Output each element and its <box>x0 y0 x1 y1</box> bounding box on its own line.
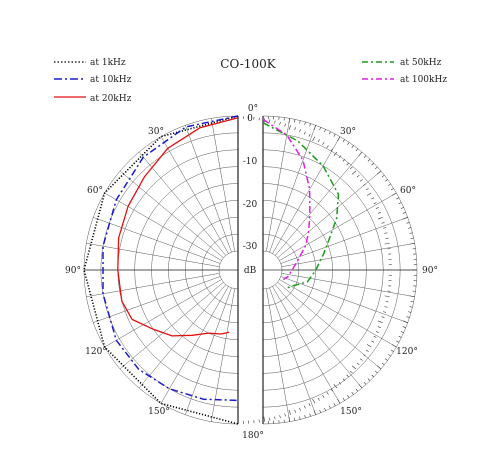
grid-tick-right-170deg <box>289 417 290 422</box>
grid-tick-left-208deg <box>309 403 310 406</box>
radial-labels <box>240 114 262 276</box>
grid-tick-right-110deg <box>403 321 408 323</box>
grid-spoke-left-100deg <box>86 273 219 296</box>
grid-tick-right-28deg <box>334 134 335 137</box>
grid-tick-right-48deg <box>375 167 377 169</box>
grid-tick-left-226deg <box>347 375 349 377</box>
grid-tick-right-108deg <box>407 317 410 318</box>
grid-tick-left-346deg <box>275 121 276 124</box>
angle-label-60-right: 60° <box>400 186 416 196</box>
grid-spoke-right-130deg <box>278 282 381 369</box>
grid-tick-right-124deg <box>388 354 390 356</box>
grid-tick-right-146deg <box>347 395 349 397</box>
grid-spoke-left-170deg <box>211 289 234 422</box>
grid-tick-left-344deg <box>280 122 281 125</box>
grid-tick-right-40deg <box>359 152 362 156</box>
grid-tick-left-250deg <box>378 321 383 323</box>
grid-tick-left-324deg <box>327 145 329 147</box>
chart-title: CO-100K <box>220 57 276 71</box>
grid-tick-right-78deg <box>411 238 414 239</box>
grid-tick-right-18deg <box>310 124 311 127</box>
grid-tick-right-152deg <box>334 403 335 406</box>
radial-unit-label: dB <box>243 266 257 276</box>
grid-tick-right-126deg <box>385 359 387 361</box>
grid-tick-right-80deg <box>410 243 415 244</box>
grid-tick-left-232deg <box>357 363 359 365</box>
angle-label-0-top: 0° <box>247 104 259 114</box>
grid-spoke-right-10deg <box>266 118 289 251</box>
grid-tick-left-308deg <box>357 175 359 177</box>
grid-tick-right-142deg <box>356 389 358 391</box>
grid-tick-right-42deg <box>364 156 366 158</box>
grid-spoke-left-70deg <box>93 217 220 263</box>
grid-spoke-right-100deg <box>282 273 415 296</box>
grid-tick-left-248deg <box>378 327 381 328</box>
legend-label-100khz: at 100kHz <box>400 75 448 85</box>
grid-tick-left-296deg <box>374 202 377 203</box>
grid-tick-right-36deg <box>352 145 354 147</box>
grid-spoke-left-20deg <box>185 125 231 252</box>
grid-tick-left-286deg <box>383 228 386 229</box>
grid-tick-right-100deg <box>410 296 415 297</box>
grid-tick-left-230deg <box>352 366 356 369</box>
grid-tick-left-330deg <box>313 137 316 141</box>
grid-tick-left-190deg <box>264 417 265 422</box>
grid-tick-right-58deg <box>391 188 394 190</box>
grid-tick-left-332deg <box>309 134 310 137</box>
radial-tick-minus20: -20 <box>242 200 258 210</box>
grid-spoke-right-80deg <box>282 243 415 266</box>
grid-tick-left-348deg <box>269 119 270 122</box>
grid-tick-left-196deg <box>280 415 281 418</box>
grid-spoke-left-30deg <box>161 137 229 254</box>
grid-tick-right-112deg <box>403 327 406 328</box>
grid-tick-right-150deg <box>338 399 341 403</box>
grid-tick-right-14deg <box>300 121 301 124</box>
grid-tick-left-198deg <box>285 414 286 417</box>
grid-spoke-left-110deg <box>93 276 220 322</box>
angle-label-120-left: 120° <box>85 347 107 357</box>
grid-spoke-right-140deg <box>275 285 362 388</box>
grid-tick-right-138deg <box>364 382 366 384</box>
grid-spoke-left-140deg <box>139 285 226 388</box>
angle-label-90-left: 90° <box>65 266 81 276</box>
grid-spoke-left-50deg <box>120 171 223 258</box>
legend-right <box>362 58 447 85</box>
grid-tick-right-140deg <box>359 384 362 388</box>
grid-tick-left-192deg <box>269 418 270 421</box>
grid-spoke-right-110deg <box>281 276 408 322</box>
grid-tick-right-50deg <box>377 171 381 174</box>
grid-tick-left-328deg <box>318 139 320 142</box>
grid-tick-left-194deg <box>275 417 276 420</box>
grid-spoke-left-80deg <box>86 243 219 266</box>
grid-spoke-left-160deg <box>185 288 231 415</box>
grid-tick-right-132deg <box>375 371 377 373</box>
grid-tick-right-74deg <box>408 228 411 229</box>
grid-spoke-right-20deg <box>269 125 315 252</box>
grid-tick-left-282deg <box>386 238 389 239</box>
grid-tick-left-256deg <box>385 307 388 308</box>
grid-tick-right-76deg <box>410 233 413 234</box>
grid-tick-right-22deg <box>320 127 321 130</box>
legend-label-10khz: at 10kHz <box>90 75 132 85</box>
angle-label-120-right: 120° <box>396 347 418 357</box>
radial-tick-minus30: -30 <box>242 242 258 252</box>
grid-tick-right-46deg <box>372 163 374 165</box>
angle-label-180-bottom: 180° <box>242 431 264 441</box>
grid-tick-left-294deg <box>376 207 379 208</box>
grid-tick-left-202deg <box>295 410 296 413</box>
grid-tick-left-340deg <box>289 125 291 130</box>
grid-tick-right-66deg <box>401 207 404 208</box>
grid-tick-left-284deg <box>385 233 388 234</box>
grid-tick-right-160deg <box>314 410 316 415</box>
grid-tick-left-260deg <box>385 296 390 297</box>
grid-tick-right-68deg <box>403 212 406 213</box>
legend-label-20khz: at 20kHz <box>90 94 132 104</box>
radial-tick-0: 0 <box>247 114 253 124</box>
grid-tick-left-338deg <box>295 127 296 130</box>
grid-tick-right-30deg <box>338 137 341 141</box>
legend-label-50khz: at 50kHz <box>400 58 442 68</box>
grid-tick-left-334deg <box>304 132 305 135</box>
grid-tick-right-20deg <box>314 125 316 130</box>
polar-grid-right <box>263 116 417 424</box>
grid-tick-left-200deg <box>289 410 291 415</box>
grid-tick-left-300deg <box>367 193 371 196</box>
grid-tick-right-56deg <box>388 184 390 186</box>
grid-tick-left-212deg <box>318 398 320 401</box>
grid-tick-left-302deg <box>366 188 369 190</box>
grid-spoke-right-40deg <box>275 152 362 255</box>
grid-tick-right-106deg <box>408 312 411 313</box>
grid-spoke-left-150deg <box>161 286 229 403</box>
grid-tick-right-130deg <box>377 366 381 369</box>
grid-tick-left-342deg <box>285 124 286 127</box>
grid-tick-left-292deg <box>378 212 381 213</box>
grid-tick-right-104deg <box>410 307 413 308</box>
grid-tick-right-118deg <box>396 341 399 342</box>
grid-tick-right-26deg <box>329 132 330 135</box>
grid-tick-right-166deg <box>300 417 301 420</box>
grid-tick-right-34deg <box>347 142 349 144</box>
grid-tick-left-240deg <box>367 345 371 348</box>
grid-tick-right-44deg <box>368 159 370 161</box>
grid-tick-left-214deg <box>322 395 324 397</box>
grid-tick-left-204deg <box>299 408 300 411</box>
grid-tick-right-16deg <box>305 122 306 125</box>
grid-tick-right-122deg <box>391 350 394 352</box>
grid-tick-right-38deg <box>356 149 358 151</box>
grid-spoke-right-170deg <box>266 289 289 422</box>
grid-tick-left-244deg <box>374 336 377 337</box>
grid-tick-right-154deg <box>329 406 330 409</box>
angle-label-90-right: 90° <box>422 266 438 276</box>
grid-tick-right-168deg <box>294 418 295 421</box>
angle-label-30-left: 30° <box>148 127 164 137</box>
grid-tick-right-148deg <box>343 398 345 401</box>
grid-tick-left-252deg <box>382 317 385 318</box>
grid-spoke-right-120deg <box>279 280 396 348</box>
grid-tick-right-116deg <box>399 336 402 337</box>
grid-tick-left-336deg <box>299 129 300 132</box>
grid-tick-left-234deg <box>360 359 362 361</box>
grid-tick-left-206deg <box>304 406 305 409</box>
grid-spoke-right-50deg <box>278 171 381 258</box>
grid-tick-right-156deg <box>324 408 325 411</box>
grid-tick-right-114deg <box>401 331 404 332</box>
grid-tick-left-228deg <box>350 371 352 373</box>
angle-label-150-left: 150° <box>148 407 170 417</box>
grid-tick-right-70deg <box>403 217 408 219</box>
grid-tick-left-288deg <box>382 222 385 223</box>
grid-tick-left-254deg <box>383 312 386 313</box>
grid-tick-right-158deg <box>320 410 321 413</box>
grid-tick-right-164deg <box>305 415 306 418</box>
grid-tick-left-290deg <box>378 217 383 219</box>
grid-tick-right-24deg <box>324 129 325 132</box>
grid-tick-left-216deg <box>327 392 329 394</box>
angle-label-60-left: 60° <box>87 186 103 196</box>
angle-label-150-right: 150° <box>340 407 362 417</box>
grid-tick-right-54deg <box>385 179 387 181</box>
grid-tick-right-64deg <box>399 202 402 203</box>
grid-tick-right-12deg <box>294 119 295 122</box>
grid-tick-left-246deg <box>376 331 379 332</box>
legend-label-1khz: at 1kHz <box>90 58 126 68</box>
grid-tick-right-102deg <box>411 301 414 302</box>
series-line-at-20khz <box>118 118 238 336</box>
grid-tick-left-310deg <box>352 171 356 174</box>
grid-spoke-left-120deg <box>105 280 222 348</box>
grid-tick-left-306deg <box>360 179 362 181</box>
grid-spoke-left-130deg <box>120 282 223 369</box>
grid-spoke-right-70deg <box>281 217 408 263</box>
grid-tick-left-314deg <box>347 163 349 165</box>
grid-tick-right-162deg <box>310 414 311 417</box>
grid-spoke-left-10deg <box>211 118 234 251</box>
grid-tick-right-144deg <box>352 392 354 394</box>
grid-tick-right-128deg <box>382 363 384 365</box>
grid-tick-right-10deg <box>289 118 290 123</box>
grid-tick-left-326deg <box>322 142 324 144</box>
grid-tick-right-72deg <box>407 222 410 223</box>
grid-spoke-right-160deg <box>269 288 315 415</box>
grid-tick-right-32deg <box>343 139 345 142</box>
grid-tick-left-298deg <box>371 198 374 199</box>
grid-tick-left-280deg <box>385 243 390 244</box>
angle-label-30-right: 30° <box>340 127 356 137</box>
grid-spoke-right-150deg <box>273 286 341 403</box>
grid-tick-right-60deg <box>392 193 396 196</box>
legend-left <box>54 58 132 104</box>
grid-tick-right-52deg <box>382 175 384 177</box>
grid-tick-left-258deg <box>386 301 389 302</box>
grid-tick-left-312deg <box>350 167 352 169</box>
grid-tick-right-134deg <box>372 375 374 377</box>
grid-tick-left-210deg <box>313 399 316 403</box>
grid-tick-right-62deg <box>396 198 399 199</box>
grid-tick-left-238deg <box>366 350 369 352</box>
radial-tick-minus10: -10 <box>242 157 258 167</box>
grid-tick-left-242deg <box>371 341 374 342</box>
grid-tick-right-136deg <box>368 379 370 381</box>
